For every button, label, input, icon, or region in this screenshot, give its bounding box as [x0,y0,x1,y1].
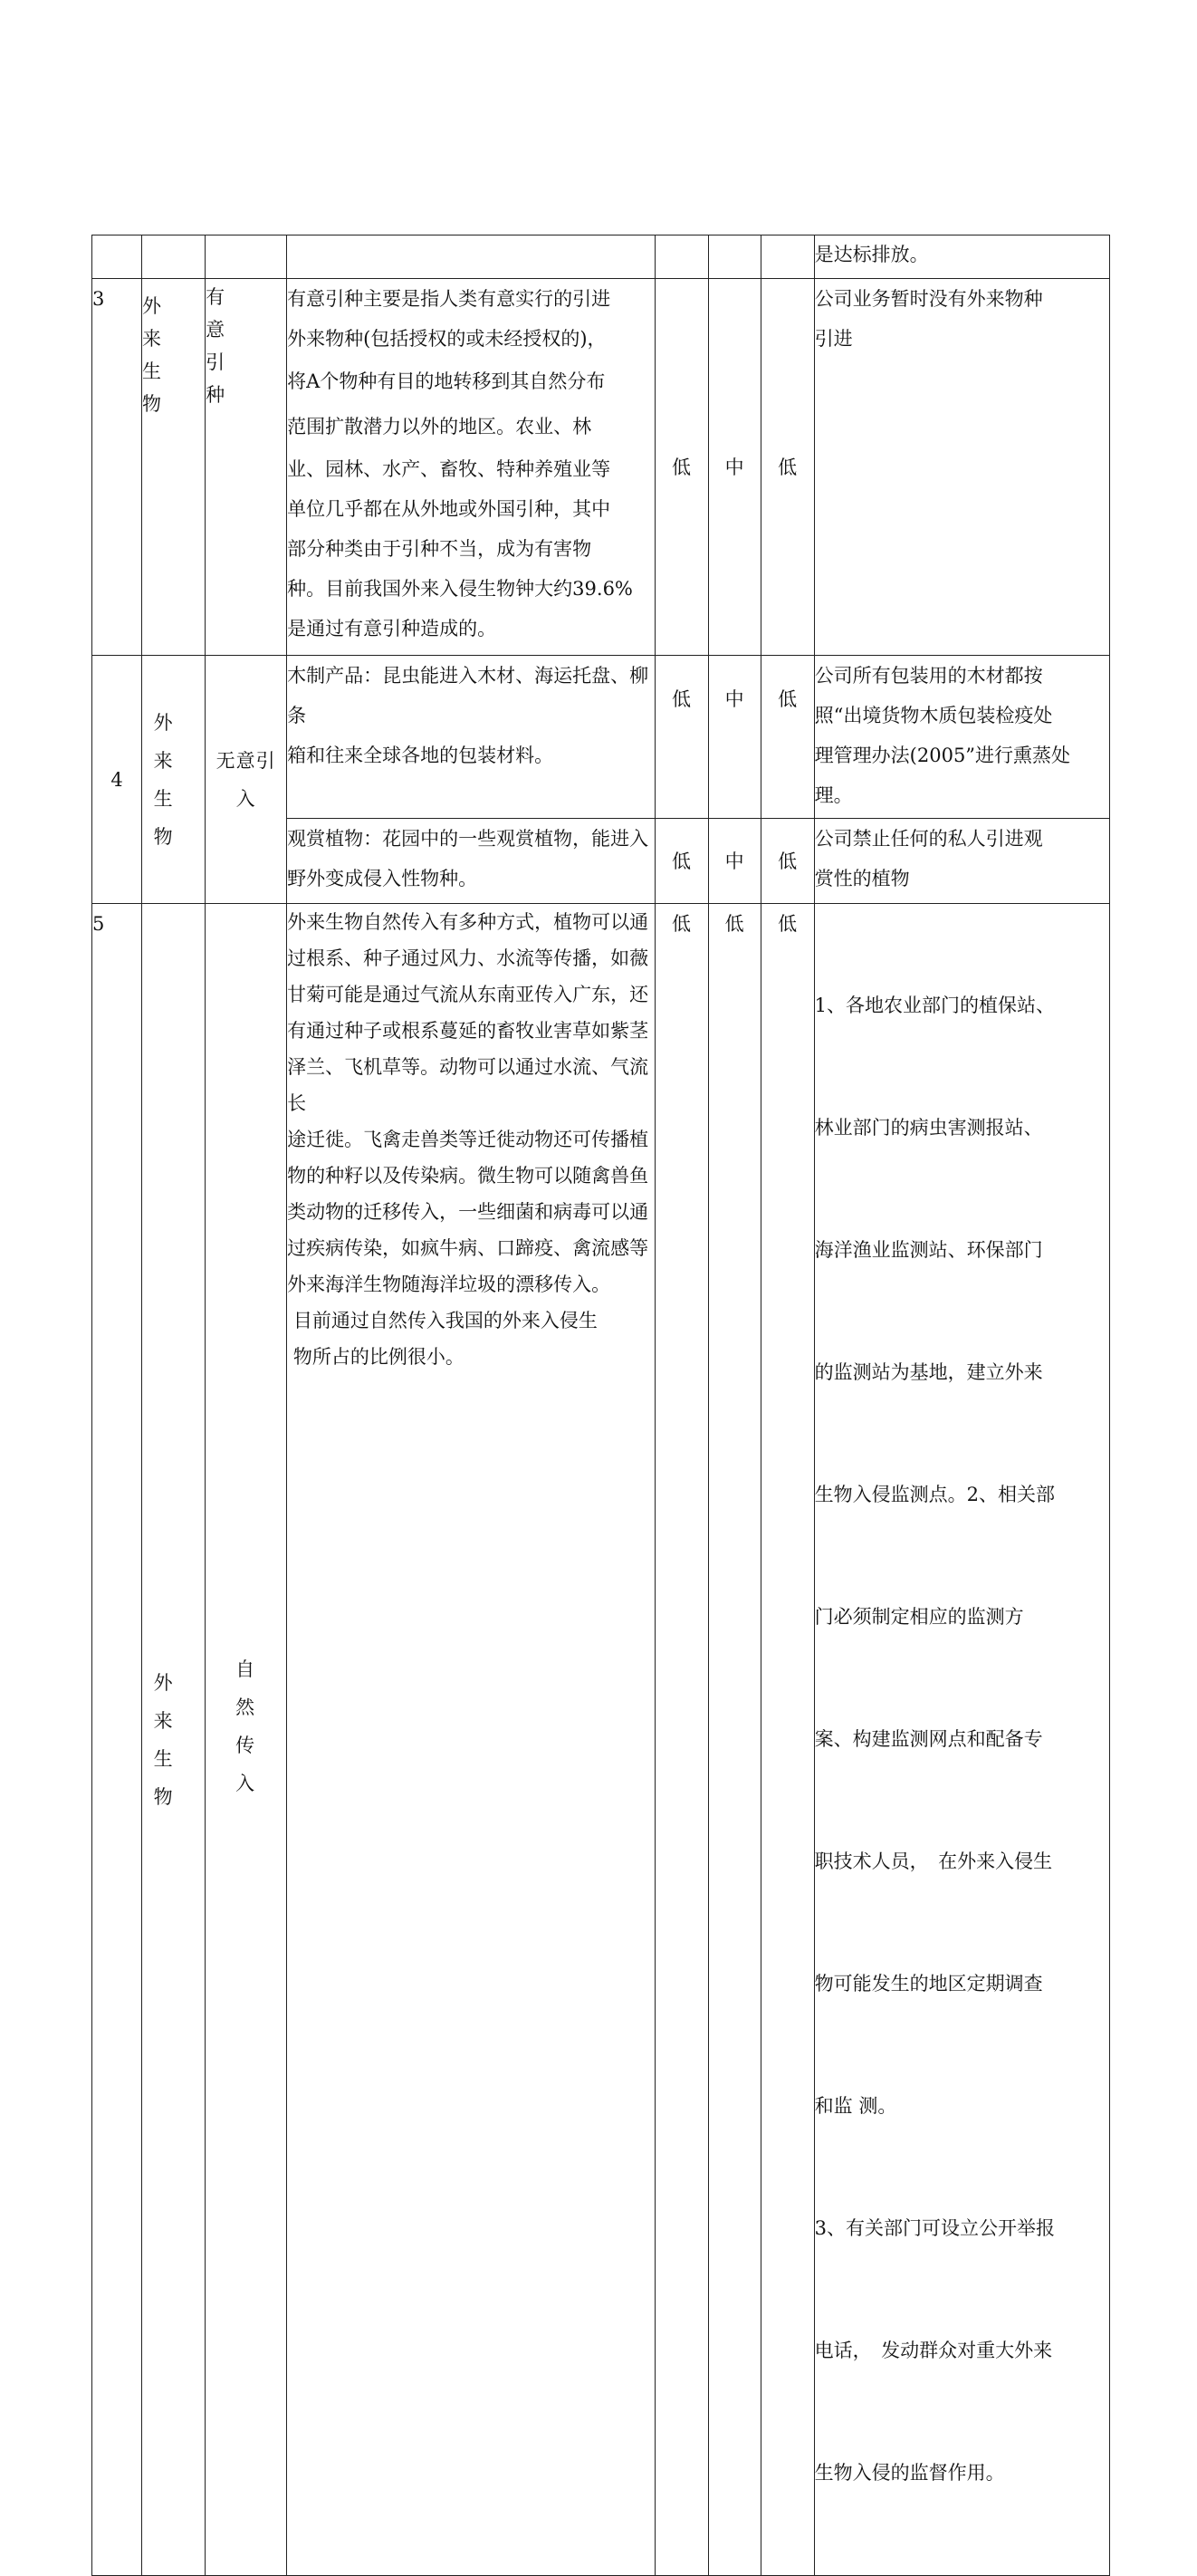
action-line: 职技术人员， 在外来入侵生 [814,1850,1053,1872]
desc-line: 有通过种子或根系蔓延的畜牧业害草如紫茎 [287,1020,649,1042]
action-cell [814,279,1109,656]
desc-line: 过根系、种子通过风力、水流等传播，如薇 [287,947,649,969]
rating-3: 低 [761,279,814,656]
row-number: 3 [92,279,142,656]
table-row-5 [92,904,1110,2576]
description-cell [287,279,655,656]
action-line: 案、构建监测网点和配备专 [814,1728,1043,1750]
desc-line: 长 [287,1092,307,1114]
action-text: 是达标排放。 [814,244,929,265]
desc-line: 过疾病传染，如疯牛病、口蹄疫、禽流感等 [287,1237,649,1259]
action-line: 物可能发生的地区定期调查 [814,1973,1043,1994]
desc-line: 将A个物种有目的地转移到其自然分布 [287,370,606,392]
desc-line: 外来海洋生物随海洋垃圾的漂移传入。 [287,1274,611,1295]
desc-line: 目前通过自然传入我国的外来入侵生 [287,1310,598,1331]
table-row-3 [92,279,1110,656]
action-line: 门必须制定相应的监测方 [814,1606,1024,1628]
action-line: 照“出境货物木质包装检疫处 [814,705,1053,726]
action-line: 生物入侵的监督作用。 [814,2462,1005,2484]
action-line: 公司禁止任何的私人引进观 [814,828,1043,850]
subcategory-cell: 有意引种 [206,286,227,406]
rating-2: 中 [708,819,761,904]
desc-line: 范围扩散潜力以外的地区。农业、林 [287,416,592,437]
category-cell: 外来生物 [153,711,175,848]
action-line: 生物入侵监测点。2、相关部 [814,1484,1056,1505]
desc-line: 野外变成侵入性物种。 [287,868,478,889]
desc-line: 是通过有意引种造成的。 [287,618,497,639]
action-line: 林业部门的病虫害测报站、 [814,1117,1043,1139]
desc-line: 甘菊可能是通过气流从东南亚传入广东，还 [287,984,649,1005]
desc-line: 种。目前我国外来入侵生物钟大约39.6% [287,578,633,600]
desc-line: 外来物种(包括授权的或未经授权的)， [287,328,607,350]
action-line: 公司所有包装用的木材都按 [814,665,1043,687]
desc-line: 单位几乎都在从外地或外国引种，其中 [287,498,611,520]
table-row-4a [92,656,1110,819]
action-line: 公司业务暂时没有外来物种 [814,288,1043,310]
rating-2: 中 [708,279,761,656]
subcategory-cell: 无意引入 [215,749,276,810]
action-line: 1、各地农业部门的植保站、 [814,995,1056,1016]
description-cell [287,656,655,819]
desc-line: 有意引种主要是指人类有意实行的引进 [287,288,611,310]
desc-line: 类动物的迁移传入，一些细菌和病毒可以通 [287,1201,649,1223]
rating-3: 低 [761,819,814,904]
description-cell [287,819,655,904]
desc-line: 观赏植物：花园中的一些观赏植物，能进入 [287,828,649,850]
action-line: 电话， 发动群众对重大外来 [814,2340,1053,2361]
action-cell [814,656,1109,819]
rating-1: 低 [655,904,708,2576]
desc-line: 箱和往来全球各地的包装材料。 [287,745,554,766]
description-cell [287,904,655,2576]
action-line: 引进 [814,328,853,350]
desc-line: 木制产品：昆虫能进入木材、海运托盘、柳条 [287,665,649,726]
desc-line: 物所占的比例很小。 [287,1346,464,1368]
row-number: 4 [92,656,142,904]
table-row-continued [92,235,1110,279]
desc-line: 物的种籽以及传染病。微生物可以随禽兽鱼 [287,1165,649,1187]
desc-line: 外来生物自然传入有多种方式，植物可以通 [287,911,649,933]
action-line: 3、有关部门可设立公开举报 [814,2217,1056,2239]
action-line: 的监测站为基地，建立外来 [814,1361,1043,1383]
rating-3: 低 [761,656,814,819]
action-line: 理管理办法(2005”进行熏蒸处 [814,745,1071,766]
desc-line: 途迁徙。飞禽走兽类等迁徙动物还可传播植 [287,1129,649,1150]
category-cell: 外来生物 [142,295,165,415]
row-number: 5 [92,904,142,2576]
rating-3: 低 [761,904,814,2576]
rating-2: 低 [708,904,761,2576]
action-line: 理。 [814,784,853,806]
action-line: 赏性的植物 [814,868,910,889]
rating-1: 低 [655,656,708,819]
rating-1: 低 [655,279,708,656]
desc-line: 泽兰、飞机草等。动物可以通过水流、气流 [287,1056,649,1078]
action-line: 和监 测。 [814,2095,897,2117]
category-cell: 外来生物 [153,1671,175,1808]
desc-line: 业、园林、水产、畜牧、特种养殖业等 [287,458,611,480]
action-line: 海洋渔业监测站、环保部门 [814,1239,1043,1261]
action-cell [814,819,1109,904]
rating-1: 低 [655,819,708,904]
subcategory-cell: 自然传入 [235,1658,257,1794]
action-cell [814,904,1109,2576]
desc-line: 部分种类由于引种不当，成为有害物 [287,538,592,560]
risk-assessment-table [91,235,1110,2576]
rating-2: 中 [708,656,761,819]
